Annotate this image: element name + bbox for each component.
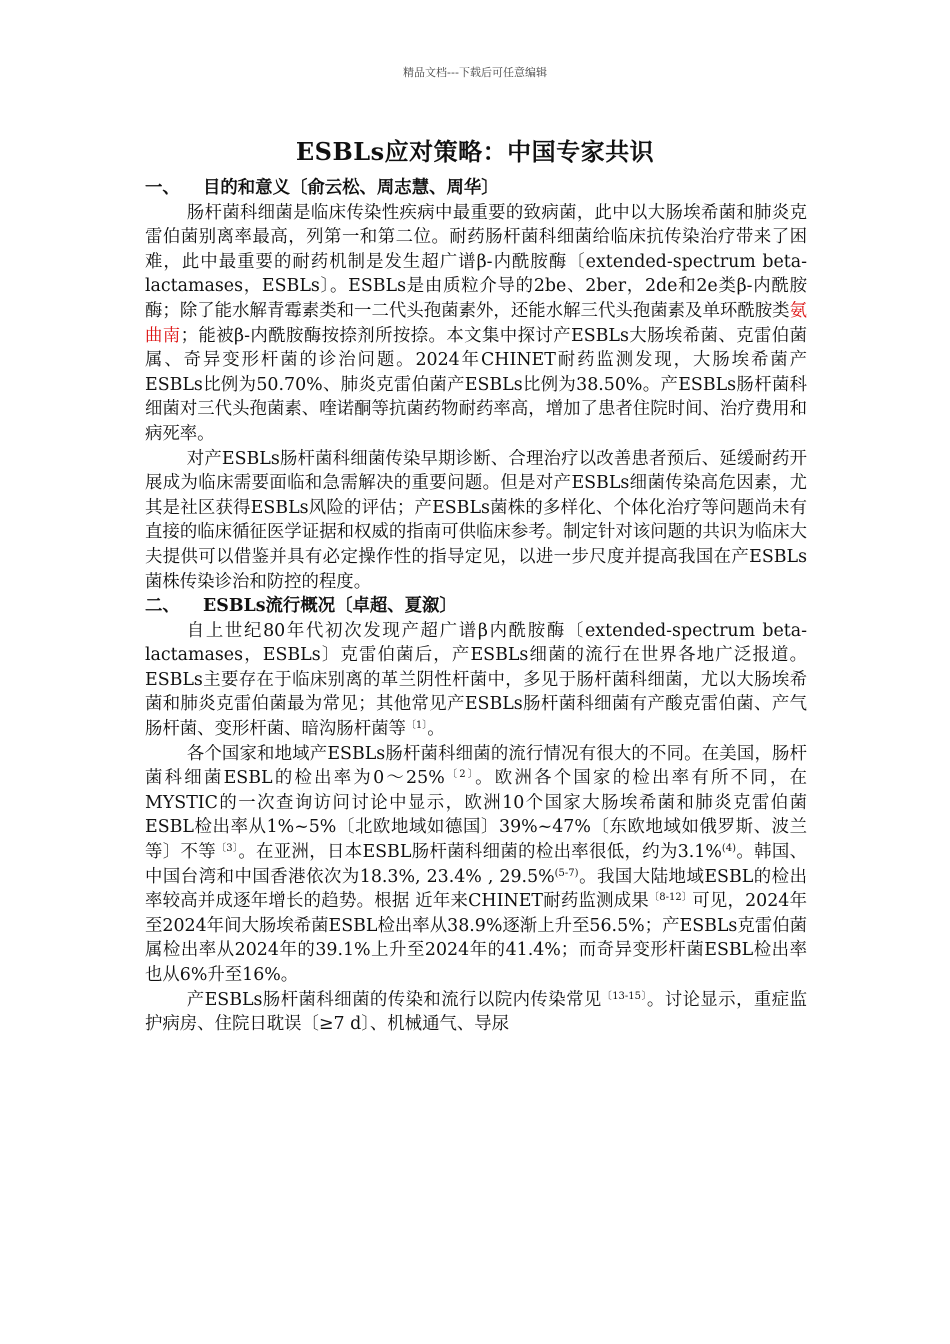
text-run: 。我国大陆地域ESBL的检出率较高并成逐年增长的趋势。根据 近年来CHINET耐药监测成果	[145, 866, 807, 912]
paragraph	[145, 201, 807, 447]
citation: 〔13-15〕	[601, 990, 647, 1002]
highlighted-term: 氨曲南	[145, 300, 807, 346]
section-title: 目的和意义〔俞云松、周志慧、周华〕	[203, 178, 499, 198]
text-run: 。讨论显示，重症监护病房、住院日耽误〔≥7 d〕、机械通气、导尿	[145, 989, 807, 1035]
text-run: 可见，2024年至2024年间大肠埃希菌ESBL检出率从38.9%逐渐上升至56.5%；产ESBLs克雷伯菌属检出率从2024年的39.1%上升至2024年的41.4%；而奇异变形杆菌ESBL检出率也从6%升至16%。	[145, 891, 807, 985]
citation: (4)	[721, 843, 737, 855]
citation: 〔1〕	[405, 720, 428, 732]
section-heading-2	[145, 594, 807, 619]
paragraph	[145, 619, 807, 742]
citation: (5-7)	[554, 867, 579, 879]
section-title: ESBLs流行概况〔卓超、夏溆〕	[203, 596, 457, 617]
text-run: 。在亚洲，日本ESBL肠杆菌科细菌的检出率很低，约为3.1%	[238, 842, 722, 863]
text-run: 。欧洲各个国家的检出率有所不同，在MYSTIC的一次查询访问讨论中显示，欧洲10个国家大肠埃希菌和肺炎克雷伯菌ESBL检出率从1%~5%〔北欧地域如德国〕39%~47%〔东欧地域如俄罗斯、波兰等〕不等	[145, 768, 807, 863]
citation: 〔3〕	[215, 843, 239, 855]
document-body	[145, 176, 807, 1037]
paragraph	[145, 988, 807, 1037]
text-run: 。韩国、中国台湾和中国香港依次为18.3%, 23.4% , 29.5%	[145, 842, 807, 887]
section-heading-1	[145, 176, 807, 201]
text-run: 。	[427, 719, 445, 740]
section-number: 二、	[145, 596, 180, 617]
text-run: ；能被β-内酰胺酶按捺剂所按捺。本文集中探讨产ESBLs大肠埃希菌、克雷伯菌属、奇异变形杆菌的诊治问题。2024年CHINET耐药监测发现，大肠埃希菌产ESBLs比例为50.70%、肺炎克雷伯菌产ESBLs比例为38.50%。产ESBLs肠杆菌科细菌对三代头孢菌素、喹诺酮等抗菌药物耐药率高，增加了患者住院时间、治疗费用和病死率。	[145, 325, 807, 444]
text-run: 各个国家和地域产ESBLs肠杆菌科细菌的流行情况有很大的不同。在美国，肠杆菌科细菌ESBL的检出率为0～25%	[145, 743, 807, 789]
document-title: ESBLs应对策略：中国专家共识	[295, 137, 655, 166]
citation: 〔8-12〕	[649, 892, 693, 904]
text-run: 自上世纪80年代初次发现产超广谱β内酰胺酶〔extended-spectrum beta-lactamases，ESBLs〕克雷伯菌后，产ESBLs细菌的流行在世界各地广泛报道。 ESBLs主要存在于临床别离的革兰阴性杆菌中，多见于肠杆菌科细菌，尤以大肠埃希菌和肺炎克雷伯菌最为常见；其他常见产ESBLs肠杆菌科细菌有产酸克雷伯菌、产气肠杆菌、变形杆菌、暗沟肠杆菌等	[145, 620, 807, 740]
paragraph: 对产ESBLs肠杆菌科细菌传染早期诊断、合理治疗以改善患者预后、延缓耐药开展成为临床需要面临和急需解决的重要问题。但是对产ESBLs细菌传染高危因素，尤其是社区获得ESBLs风险的评估；产ESBLs菌株的多样化、个体化治疗等问题尚未有直接的临床循征医学证据和权威的指南可供临床参考。制定针对该问题的共识为临床大夫提供可以借鉴并具有必定操作性的指导定见，以进一步尺度并提高我国在产ESBLs菌株传染诊治和防控的程度。	[145, 448, 807, 592]
citation: 〔2〕	[444, 769, 476, 781]
page-header: 精品文档---下载后可任意编辑	[403, 66, 547, 79]
paragraph	[145, 742, 807, 988]
text-run: 产ESBLs肠杆菌科细菌的传染和流行以院内传染常见	[186, 989, 602, 1010]
text-run: 肠杆菌科细菌是临床传染性疾病中最重要的致病菌，此中以大肠埃希菌和肺炎克雷伯菌别离率最高，列第一和第二位。耐药肠杆菌科细菌给临床抗传染治疗带来了困难，此中最重要的耐药机制是发生超广谱β-内酰胺酶〔extended-spectrum beta-lactamases，ESBLs〕。ESBLs是由质粒介导的2be、2ber，2de和2e类β-内酰胺酶；除了能水解青霉素类和一二代头孢菌素外，还能水解三代头孢菌素及单环酰胺类	[145, 202, 807, 321]
section-number: 一、	[145, 178, 180, 198]
